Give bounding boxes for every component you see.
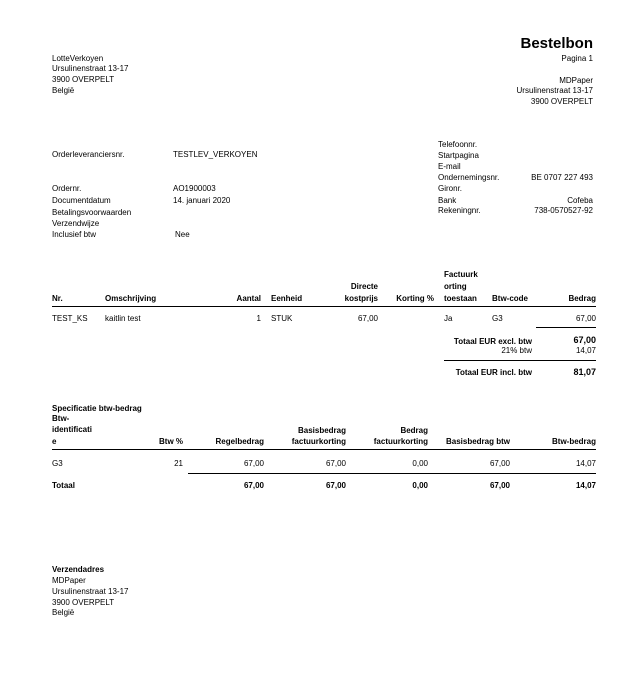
col-header-inv-disc-2: orting: [444, 282, 467, 291]
col-header-vat-id: Btw-code: [492, 294, 528, 303]
phone-label: Telefoonnr.: [438, 140, 478, 149]
vat-spec-header-base: Basisbedrag btw: [445, 437, 510, 446]
vat-spec-title: Specificatie btw-bedrag: [52, 404, 142, 413]
vendor-country: België: [52, 86, 75, 95]
giro-label: Gironr.: [438, 184, 463, 193]
col-header-direct-cost: Directe: [350, 282, 378, 291]
shipment-method-label: Verzendwijze: [52, 219, 100, 228]
enterprise-no-label: Ondernemingsnr.: [438, 173, 500, 182]
company-name: MDPaper: [559, 76, 593, 85]
vat-spec-row-base-disc: 67,00: [325, 459, 346, 468]
vendor-name: LotteVerkoyen: [52, 54, 104, 63]
line-description: kaitlin test: [105, 314, 141, 323]
line-inv-disc: Ja: [444, 314, 453, 323]
ship-to-city: 3900 OVERPELT: [52, 598, 115, 607]
vat-spec-header-id-2: identificati: [52, 425, 93, 434]
vendor-no-label: Orderleveranciersnr.: [52, 150, 125, 159]
order-no-label: Ordernr.: [52, 184, 82, 193]
homepage-label: Startpagina: [438, 151, 479, 160]
totals-divider: [444, 360, 596, 361]
document-title: Bestelbon: [520, 35, 593, 52]
vat-spec-total-inv-disc: 0,00: [412, 481, 428, 490]
ship-to-street: Ursulinenstraat 13-17: [52, 587, 129, 596]
ship-to-country: België: [52, 608, 75, 617]
vat-spec-header-inv-disc-2: factuurkorting: [373, 437, 428, 446]
vat-spec-row-inv-disc: 0,00: [412, 459, 428, 468]
vat-spec-row-amount: 14,07: [575, 459, 596, 468]
vat-spec-total-base: 67,00: [489, 481, 510, 490]
page-number: Pagina 1: [561, 54, 593, 63]
vendor-no: TESTLEV_VERKOYEN: [173, 150, 258, 159]
vat-spec-header-pct: Btw %: [159, 437, 183, 446]
col-header-discount: Korting %: [396, 294, 434, 303]
bank-value: Cofeba: [567, 196, 593, 205]
vat-spec-header-line-amount: Regelbedrag: [215, 437, 264, 446]
vat-spec-total-amount: 14,07: [575, 481, 596, 490]
vat-spec-total-divider: [188, 473, 596, 474]
line-direct-cost: 67,00: [357, 314, 378, 323]
ship-to-name: MDPaper: [52, 576, 86, 585]
line-amount: 67,00: [575, 314, 596, 323]
vat-spec-row-line-amount: 67,00: [243, 459, 264, 468]
vat-spec-divider: [52, 449, 596, 450]
vat-spec-header-base-disc-2: factuurkorting: [291, 437, 346, 446]
col-header-inv-disc-3: toestaan: [444, 294, 477, 303]
doc-date: 14. januari 2020: [173, 196, 231, 205]
vat-spec-row-pct: 21: [174, 459, 183, 468]
payment-terms-label: Betalingsvoorwaarden: [52, 208, 132, 217]
col-header-quantity: Aantal: [236, 294, 261, 303]
vat-spec-header-id-3: e: [52, 437, 57, 446]
vat-spec-header-amount: Btw-bedrag: [552, 437, 596, 446]
col-header-direct-cost-2: kostprijs: [344, 294, 378, 303]
account-value: 738-0570527-92: [534, 206, 593, 215]
ship-to-title: Verzendadres: [52, 565, 105, 574]
email-label: E-mail: [438, 162, 461, 171]
vat-spec-row-id: G3: [52, 459, 63, 468]
header-divider: [52, 306, 596, 307]
incl-vat-label: Inclusief btw: [52, 230, 97, 239]
line-no: TEST_KS: [52, 314, 88, 323]
vat-amount: 14,07: [575, 346, 596, 355]
vat-spec-header-inv-disc: Bedrag: [400, 426, 428, 435]
total-excl-value: 67,00: [573, 335, 596, 345]
total-incl-label: Totaal EUR incl. btw: [455, 368, 532, 377]
total-excl-label: Totaal EUR excl. btw: [453, 337, 532, 346]
company-city: 3900 OVERPELT: [530, 97, 593, 106]
totals-divider-top: [536, 327, 596, 328]
vat-spec-total-base-disc: 67,00: [325, 481, 346, 490]
total-incl-value: 81,07: [573, 367, 596, 377]
col-header-amount: Bedrag: [568, 294, 596, 303]
incl-vat-value: Nee: [175, 230, 190, 239]
vat-spec-row-base: 67,00: [489, 459, 510, 468]
line-unit: STUK: [271, 314, 293, 323]
vat-label: 21% btw: [501, 346, 532, 355]
bank-label: Bank: [438, 196, 457, 205]
vat-spec-header-base-disc: Basisbedrag: [297, 426, 346, 435]
vat-spec-header-id: Btw-: [52, 414, 70, 423]
vendor-city: 3900 OVERPELT: [52, 75, 115, 84]
col-header-description: Omschrijving: [105, 294, 157, 303]
vat-spec-total-line-amount: 67,00: [243, 481, 264, 490]
col-header-unit: Eenheid: [271, 294, 303, 303]
enterprise-no: BE 0707 227 493: [531, 173, 593, 182]
order-no: AO1900003: [173, 184, 216, 193]
line-quantity: 1: [256, 314, 261, 323]
col-header-inv-disc: Factuurk: [444, 270, 478, 279]
vat-spec-total-label: Totaal: [52, 481, 75, 490]
account-label: Rekeningnr.: [438, 206, 481, 215]
company-street: Ursulinenstraat 13-17: [516, 86, 593, 95]
col-header-no: Nr.: [52, 294, 63, 303]
doc-date-label: Documentdatum: [52, 196, 111, 205]
line-vat-id: G3: [492, 314, 503, 323]
vendor-street: Ursulinenstraat 13-17: [52, 64, 129, 73]
